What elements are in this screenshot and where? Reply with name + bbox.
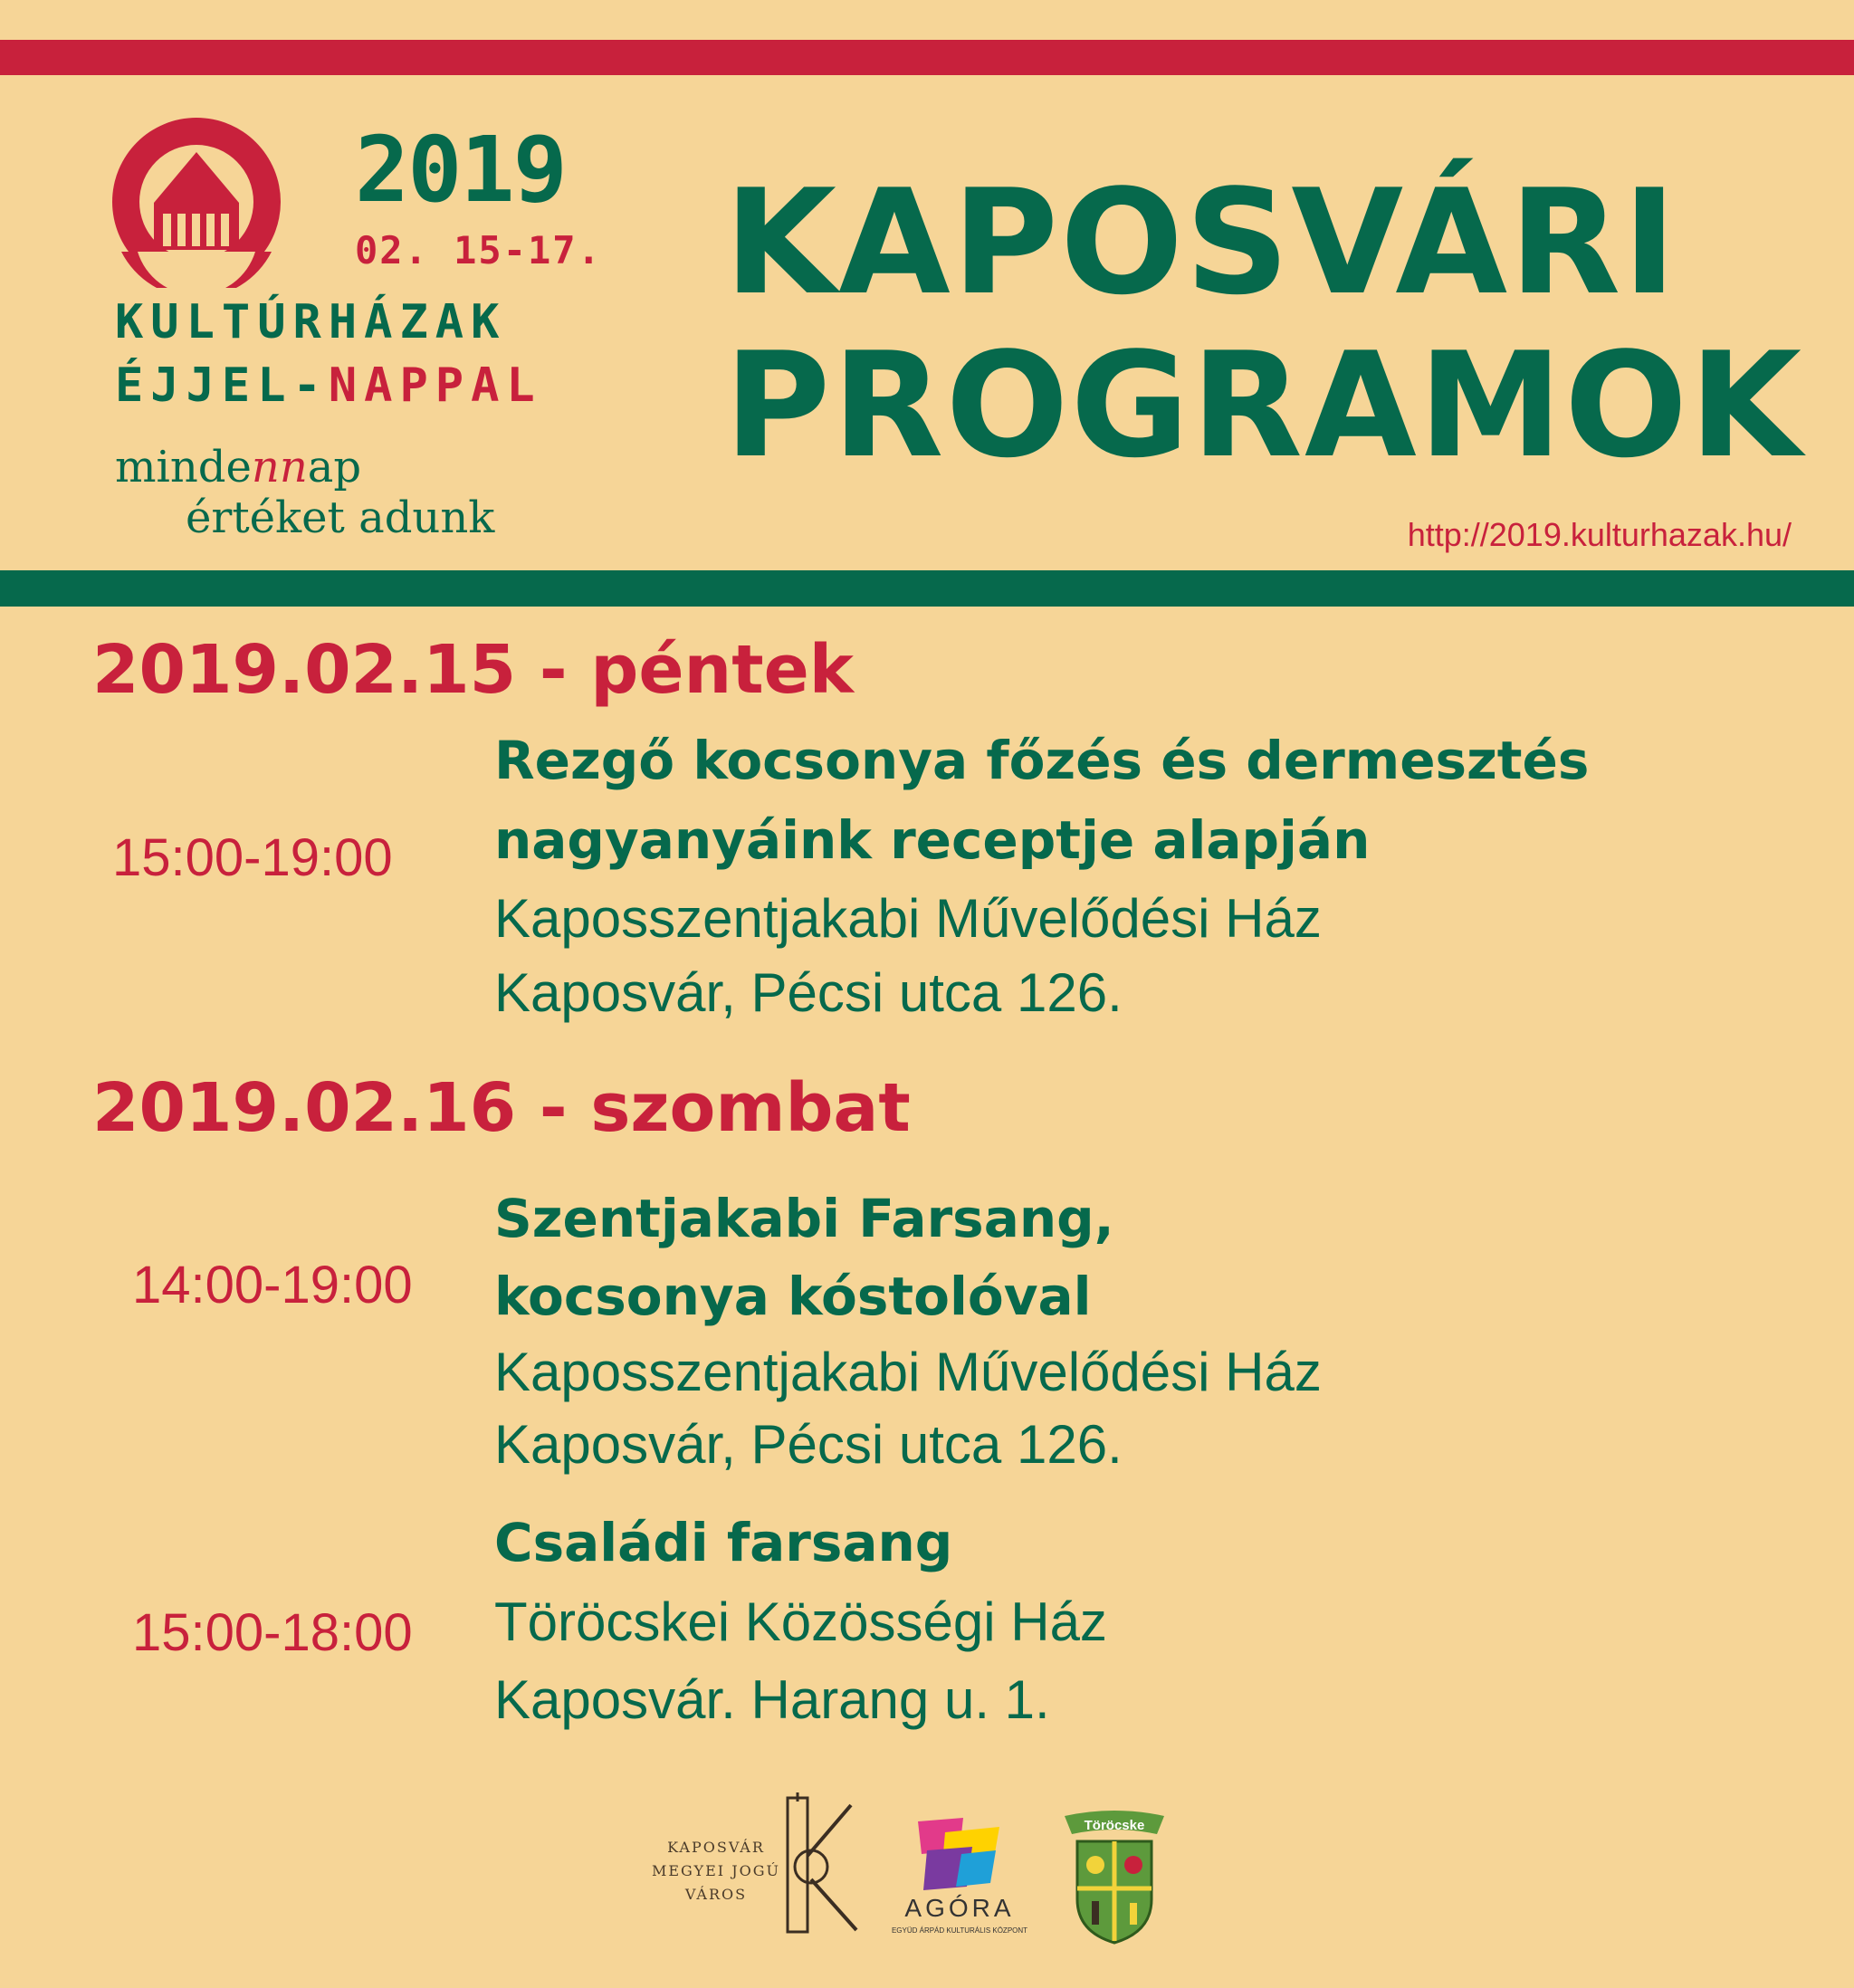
kaposvar-city-logo — [648, 1792, 865, 1937]
slogan-part-b: nn — [251, 442, 308, 492]
slogan-line1 — [115, 444, 361, 491]
day-heading-2: 2019.02.16 - szombat — [92, 1069, 911, 1147]
event-title-line: Családi farsang — [494, 1512, 953, 1573]
slogan-part-a: minde — [115, 442, 252, 492]
event-venue: Kaposszentjakabi Művelődési Ház — [494, 1342, 1322, 1402]
top-red-stripe — [0, 40, 1854, 75]
agora-logo — [887, 1814, 1032, 1941]
event-address: Kaposvár, Pécsi utca 126. — [494, 1414, 1123, 1475]
agora-emblem-icon — [909, 1814, 1008, 1896]
agora-name: AGÓRA — [904, 1894, 1015, 1922]
torocske-logo — [1057, 1809, 1171, 1945]
event-time: 14:00-19:00 — [132, 1256, 413, 1314]
logo-dates: 02. 15-17. — [355, 228, 602, 272]
event-time: 15:00-18:00 — [132, 1603, 413, 1662]
title-line2: PROGRAMOK — [724, 320, 1804, 490]
logo-nappal: NAPPAL — [328, 358, 542, 413]
event-title-line: Szentjakabi Farsang, — [494, 1188, 1114, 1249]
logo-ejjel-nappal — [115, 360, 542, 411]
logo-year: 2019 — [355, 117, 566, 223]
agora-subtitle: EGYÜD ÁRPÁD KULTURÁLIS KÖZPONT — [891, 1926, 1028, 1935]
day-heading-1: 2019.02.15 - péntek — [92, 631, 854, 709]
event-title-line: nagyanyáink receptje alapján — [494, 809, 1371, 871]
event-venue: Töröcskei Közösségi Ház — [494, 1591, 1107, 1652]
kaposvar-k-emblem-icon — [775, 1792, 865, 1937]
torocske-name: Töröcske — [1084, 1818, 1145, 1833]
green-divider-stripe — [0, 570, 1854, 607]
kaposvar-logo-text — [648, 1836, 784, 1907]
kulturhazak-emblem-logo — [110, 116, 282, 288]
event-title-line: kocsonya kóstolóval — [494, 1266, 1092, 1327]
kaposvar-line1: KAPOSVÁR — [667, 1839, 765, 1856]
logo-ejjel: ÉJJEL- — [115, 358, 329, 413]
event-title-line: Rezgő kocsonya főzés és dermesztés — [494, 730, 1590, 791]
kaposvar-line2: MEGYEI JOGÚ — [651, 1862, 780, 1879]
event-time: 15:00-19:00 — [112, 828, 393, 887]
website-url[interactable]: http://2019.kulturhazak.hu/ — [1407, 516, 1792, 553]
page-title — [724, 158, 1811, 490]
event-venue: Kaposszentjakabi Művelődési Ház — [494, 888, 1322, 949]
event-address: Kaposvár, Pécsi utca 126. — [494, 962, 1123, 1023]
slogan-part-c: ap — [307, 442, 362, 492]
kaposvar-line3: VÁROS — [684, 1886, 748, 1903]
event-address: Kaposvár. Harang u. 1. — [494, 1669, 1050, 1730]
slogan-line2: értéket adunk — [186, 492, 495, 543]
title-line1: KAPOSVÁRI — [724, 158, 1678, 327]
logo-kulturhazak: KULTÚRHÁZAK — [115, 295, 507, 349]
